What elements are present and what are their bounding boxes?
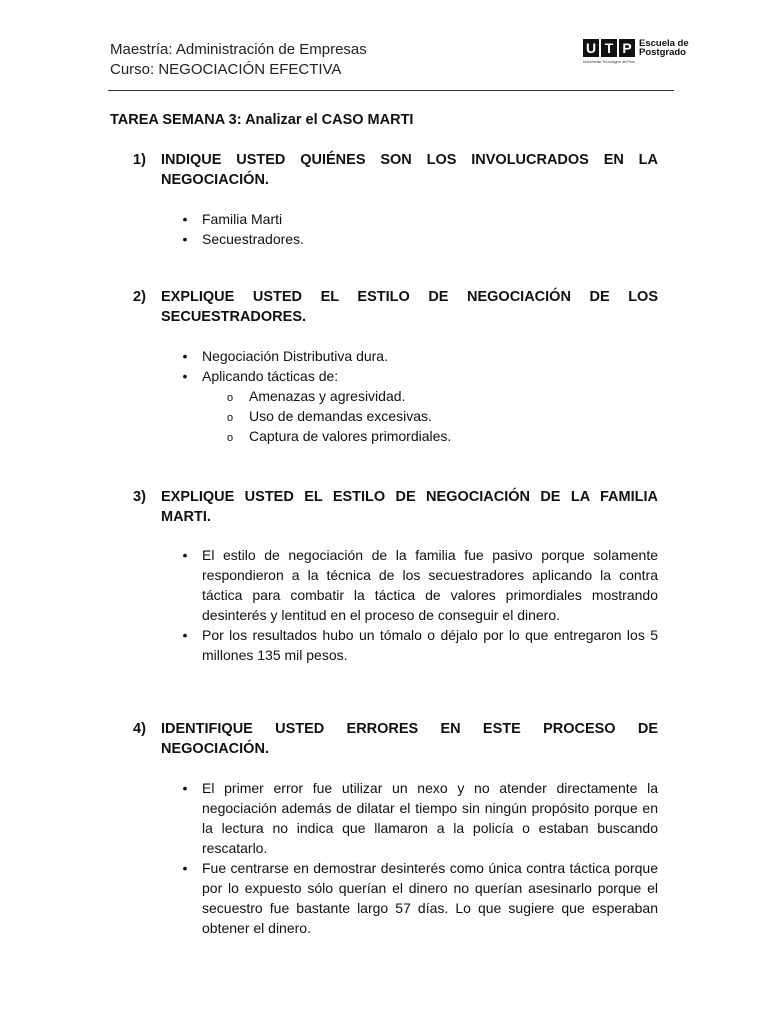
- list-item: • Por los resultados hubo un tómalo o déjalo por lo que entregaron los 5 millones 135 mil pesos.: [180, 625, 658, 665]
- logo-letter-u: U: [583, 39, 599, 57]
- utp-logo: [583, 38, 689, 64]
- list-item: • Negociación Distributiva dura.: [180, 346, 658, 366]
- question-1: [133, 150, 658, 190]
- logo-letter-t: T: [601, 39, 617, 57]
- answer-list-2: [180, 346, 658, 446]
- circle-bullet-icon: o: [227, 432, 234, 444]
- question-number: 1): [133, 152, 146, 168]
- question-2: [133, 287, 658, 327]
- circle-bullet-icon: o: [227, 392, 234, 404]
- question-title: INDIQUE USTED QUIÉNES SON LOS INVOLUCRADOS EN LA NEGOCIACIÓN.: [161, 152, 658, 188]
- list-item: • Aplicando tácticas de: o Amenazas y agresividad. o Uso de demandas excesivas. o Captura de valores primordiales.: [180, 366, 658, 446]
- document-header: [110, 40, 367, 80]
- bullet-icon: •: [182, 780, 188, 796]
- header-divider: [108, 90, 674, 91]
- question-4: [133, 719, 658, 759]
- bullet-icon: •: [182, 547, 188, 563]
- list-item: • Fue centrarse en demostrar desinterés como única contra táctica porque por lo expuesto sólo querían el dinero no querían asesinarlo porque el secuestro fue bastante largo 57 días. Lo que sugiere que esperaban obtener el dinero.: [180, 858, 658, 938]
- bullet-icon: •: [182, 348, 188, 364]
- answer-list-4: [180, 778, 658, 938]
- sub-list: [202, 386, 658, 446]
- list-item: • Secuestradores.: [180, 229, 658, 249]
- list-item: • Familia Marti: [180, 209, 658, 229]
- logo-text-line1: Escuela de: [639, 38, 689, 49]
- question-3: [133, 487, 658, 527]
- question-number: 4): [133, 721, 146, 737]
- sub-list-item: o Amenazas y agresividad.: [202, 386, 658, 406]
- list-item: • El primer error fue utilizar un nexo y no atender directamente la negociación además de dilatar el tiempo sin ningún propósito porque en la lectura no indica que llamaron a la policía o estaban buscando rescatarlo.: [180, 778, 658, 858]
- task-title: TAREA SEMANA 3: Analizar el CASO MARTI: [110, 112, 414, 128]
- bullet-icon: •: [182, 860, 188, 876]
- question-number: 3): [133, 489, 146, 505]
- list-item: • El estilo de negociación de la familia fue pasivo porque solamente respondieron a la técnica de los secuestradores aplicando la contra táctica para combatir la táctica de valores primordiales mostrando desinterés y lentitud en el proceso de conseguir el dinero.: [180, 545, 658, 625]
- answer-list-3: [180, 545, 658, 665]
- bullet-icon: •: [182, 231, 188, 247]
- course-line: Curso: NEGOCIACIÓN EFECTIVA: [110, 61, 342, 78]
- bullet-icon: •: [182, 211, 188, 227]
- program-line: Maestría: Administración de Empresas: [110, 41, 367, 58]
- question-title: EXPLIQUE USTED EL ESTILO DE NEGOCIACIÓN DE LOS SECUESTRADORES.: [161, 289, 658, 325]
- answer-list-1: [180, 209, 658, 249]
- question-title: EXPLIQUE USTED EL ESTILO DE NEGOCIACIÓN DE LA FAMILIA MARTI.: [161, 489, 658, 525]
- logo-text: [639, 39, 689, 57]
- sub-list-item: o Captura de valores primordiales.: [202, 426, 658, 446]
- sub-list-item: o Uso de demandas excesivas.: [202, 406, 658, 426]
- logo-text-line2: Postgrado: [639, 47, 686, 58]
- bullet-icon: •: [182, 627, 188, 643]
- logo-letter-p: P: [619, 39, 635, 57]
- logo-subtext: Universidad Tecnológica del Perú: [583, 60, 635, 64]
- question-title: IDENTIFIQUE USTED ERRORES EN ESTE PROCESO DE NEGOCIACIÓN.: [161, 721, 658, 757]
- logo-letters: [583, 39, 635, 57]
- circle-bullet-icon: o: [227, 412, 234, 424]
- question-number: 2): [133, 289, 146, 305]
- bullet-icon: •: [182, 368, 188, 384]
